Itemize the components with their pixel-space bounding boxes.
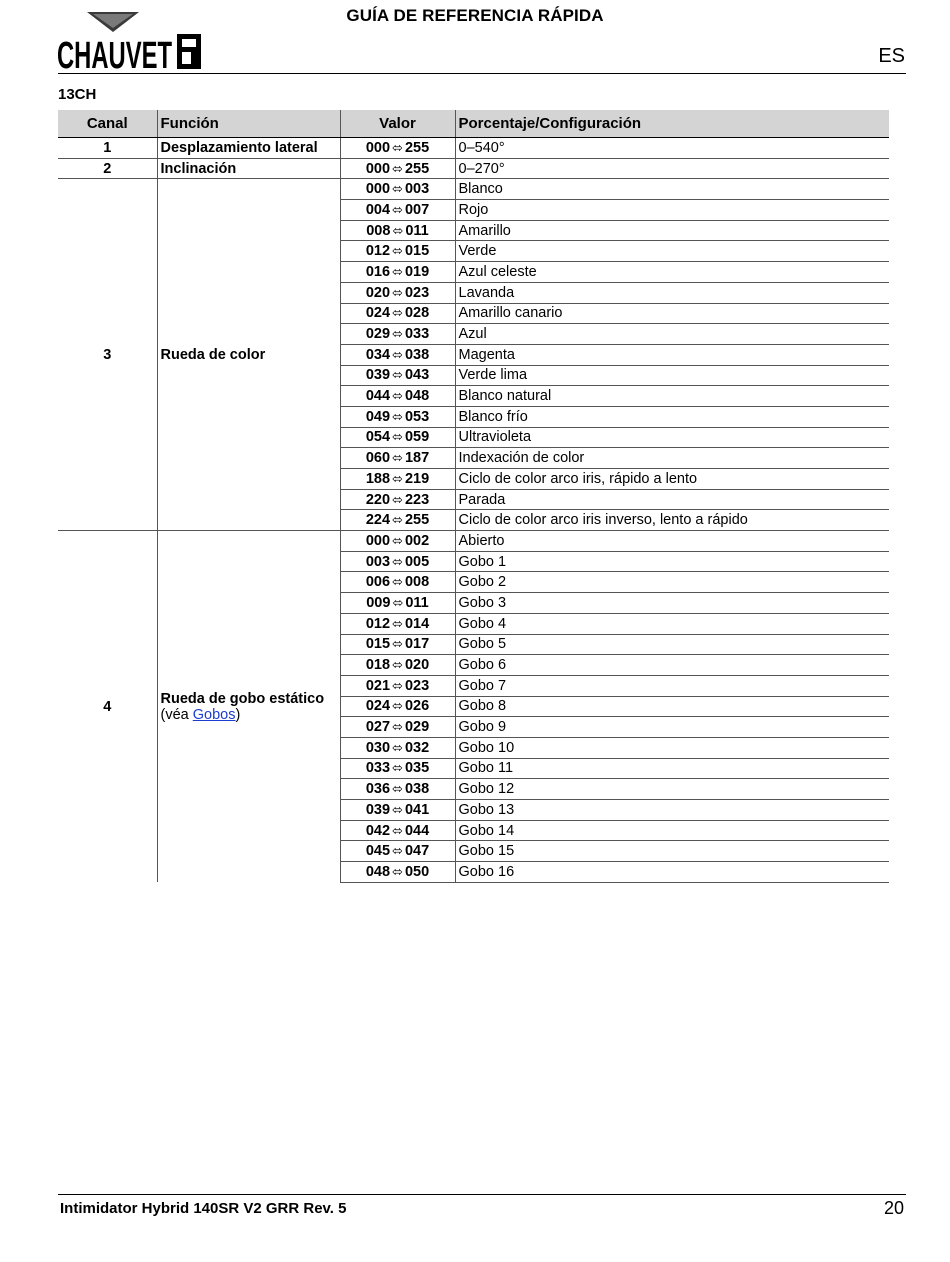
setting-description: Gobo 13: [455, 800, 889, 821]
dmx-value-range: [340, 138, 455, 159]
channel-number: 2: [58, 158, 157, 179]
range-from: 016: [365, 263, 391, 280]
range-to: 255: [404, 139, 430, 156]
setting-description: Ciclo de color arco iris inverso, lento a rápido: [455, 510, 889, 531]
range-to: 035: [404, 760, 430, 777]
range-from: 027: [365, 719, 391, 736]
channel-function: [157, 531, 340, 883]
footer-rule: [58, 1194, 906, 1195]
setting-description: Gobo 8: [455, 696, 889, 717]
channel-function: [157, 179, 340, 531]
setting-description: Abierto: [455, 531, 889, 552]
range-from: 039: [365, 801, 391, 818]
double-arrow-icon: ⬄: [392, 243, 403, 259]
setting-description: 0–540°: [455, 138, 889, 159]
table-header-row: [58, 110, 889, 138]
svg-text:CHAUVET: CHAUVET: [57, 35, 172, 77]
range-to: 043: [404, 367, 430, 384]
range-to: 011: [405, 594, 429, 611]
range-from: 018: [365, 657, 391, 674]
page-number: 20: [883, 1198, 904, 1218]
table-row: [58, 179, 889, 200]
double-arrow-icon: ⬄: [392, 636, 403, 652]
range-to: 223: [404, 491, 430, 508]
setting-description: Gobo 11: [455, 758, 889, 779]
dmx-value-range: [340, 717, 455, 738]
setting-description: Gobo 2: [455, 572, 889, 593]
double-arrow-icon: ⬄: [392, 512, 403, 528]
setting-description: Gobo 5: [455, 634, 889, 655]
dmx-value-range: [340, 200, 455, 221]
double-arrow-icon: ⬄: [392, 346, 403, 362]
dmx-value-range: [340, 324, 455, 345]
range-to: 048: [404, 388, 430, 405]
dmx-value-range: [340, 344, 455, 365]
range-from: 000: [365, 181, 391, 198]
range-to: 255: [404, 512, 430, 529]
range-from: 024: [365, 698, 391, 715]
range-to: 032: [404, 739, 430, 756]
range-to: 011: [405, 222, 429, 239]
range-to: 023: [404, 284, 430, 301]
range-to: 029: [404, 719, 430, 736]
range-from: 000: [365, 139, 391, 156]
setting-description: Rojo: [455, 200, 889, 221]
setting-description: Gobo 6: [455, 655, 889, 676]
range-from: 006: [365, 574, 391, 591]
page-title: GUÍA DE REFERENCIA RÁPIDA: [346, 6, 604, 25]
double-arrow-icon: ⬄: [392, 326, 403, 342]
dmx-value-range: [340, 758, 455, 779]
setting-description: Parada: [455, 489, 889, 510]
range-to: 041: [404, 801, 430, 818]
range-from: 048: [365, 863, 391, 880]
dmx-value-range: [340, 613, 455, 634]
range-from: 224: [365, 512, 391, 529]
range-from: 009: [366, 594, 391, 611]
setting-description: Gobo 15: [455, 841, 889, 862]
range-from: 020: [365, 284, 391, 301]
setting-description: Indexación de color: [455, 448, 889, 469]
range-to: 255: [404, 160, 430, 177]
range-to: 219: [404, 470, 430, 487]
range-from: 021: [365, 677, 391, 694]
setting-description: Gobo 9: [455, 717, 889, 738]
range-to: 019: [404, 263, 430, 280]
range-from: 030: [365, 739, 391, 756]
double-arrow-icon: ⬄: [392, 739, 403, 755]
range-from: 024: [365, 305, 391, 322]
range-to: 003: [404, 181, 430, 198]
setting-description: Blanco frío: [455, 406, 889, 427]
double-arrow-icon: ⬄: [392, 429, 403, 445]
dmx-value-range: [340, 510, 455, 531]
double-arrow-icon: ⬄: [392, 863, 403, 879]
range-from: 054: [365, 429, 391, 446]
setting-description: Azul: [455, 324, 889, 345]
double-arrow-icon: ⬄: [392, 181, 403, 197]
range-to: 044: [404, 822, 430, 839]
function-label: Rueda de color: [160, 346, 266, 363]
header-porcentaje: Porcentaje/Configuración: [455, 110, 889, 138]
setting-description: Gobo 14: [455, 820, 889, 841]
dmx-value-range: [340, 179, 455, 200]
double-arrow-icon: ⬄: [392, 160, 403, 176]
double-arrow-icon: ⬄: [392, 532, 403, 548]
dmx-value-range: [340, 800, 455, 821]
table-row: [58, 531, 889, 552]
header-canal: Canal: [58, 110, 157, 138]
dmx-value-range: [340, 779, 455, 800]
setting-description: Blanco: [455, 179, 889, 200]
setting-description: Gobo 3: [455, 593, 889, 614]
setting-description: Amarillo canario: [455, 303, 889, 324]
double-arrow-icon: ⬄: [392, 822, 403, 838]
double-arrow-icon: ⬄: [392, 470, 403, 486]
range-to: 038: [404, 781, 430, 798]
range-from: 000: [365, 532, 391, 549]
setting-description: Gobo 1: [455, 551, 889, 572]
double-arrow-icon: ⬄: [392, 843, 403, 859]
dmx-value-range: [340, 572, 455, 593]
function-label: Inclinación: [160, 160, 237, 177]
range-to: 015: [404, 243, 430, 260]
setting-description: Gobo 12: [455, 779, 889, 800]
double-arrow-icon: ⬄: [392, 139, 403, 155]
dmx-value-range: [340, 675, 455, 696]
double-arrow-icon: ⬄: [392, 615, 403, 631]
dmx-value-range: [340, 551, 455, 572]
table-row: [58, 138, 889, 159]
dmx-value-range: [340, 820, 455, 841]
range-to: 050: [404, 863, 430, 880]
dmx-value-range: [340, 365, 455, 386]
range-to: 002: [404, 532, 430, 549]
setting-description: Azul celeste: [455, 262, 889, 283]
range-to: 007: [404, 201, 430, 218]
setting-description: Gobo 4: [455, 613, 889, 634]
dmx-value-range: [340, 282, 455, 303]
double-arrow-icon: ⬄: [392, 263, 403, 279]
range-to: 014: [404, 615, 430, 632]
dmx-value-range: [340, 634, 455, 655]
range-to: 017: [404, 636, 430, 653]
double-arrow-icon: ⬄: [392, 574, 403, 590]
range-from: 004: [365, 201, 391, 218]
dmx-value-range: [340, 841, 455, 862]
dmx-value-range: [340, 220, 455, 241]
dmx-value-range: [340, 862, 455, 883]
table-row: [58, 158, 889, 179]
header-valor: Valor: [340, 110, 455, 138]
range-from: 060: [365, 450, 391, 467]
double-arrow-icon: ⬄: [392, 801, 403, 817]
dmx-value-range: [340, 427, 455, 448]
range-from: 188: [365, 470, 391, 487]
double-arrow-icon: ⬄: [392, 698, 403, 714]
range-from: 036: [365, 781, 391, 798]
double-arrow-icon: ⬄: [392, 388, 403, 404]
function-label: Rueda de gobo estático: [160, 690, 325, 707]
double-arrow-icon: ⬄: [392, 408, 403, 424]
range-to: 038: [404, 346, 430, 363]
range-to: 059: [404, 429, 430, 446]
range-from: 033: [365, 760, 391, 777]
range-to: 187: [404, 450, 430, 467]
dmx-value-range: [340, 262, 455, 283]
range-to: 028: [404, 305, 430, 322]
double-arrow-icon: ⬄: [392, 222, 404, 238]
range-to: 047: [404, 843, 430, 860]
dmx-value-range: [340, 655, 455, 676]
channel-number: 3: [58, 179, 157, 531]
language-code: ES: [878, 45, 905, 67]
range-to: 005: [404, 553, 430, 570]
header-rule: [58, 73, 906, 74]
channel-function: [157, 138, 340, 159]
dmx-channel-table: [58, 110, 889, 883]
dmx-value-range: [340, 489, 455, 510]
dmx-value-range: [340, 386, 455, 407]
double-arrow-icon: ⬄: [392, 677, 403, 693]
double-arrow-icon: ⬄: [392, 491, 403, 507]
double-arrow-icon: ⬄: [392, 594, 404, 610]
range-to: 033: [404, 326, 430, 343]
range-from: 044: [365, 388, 391, 405]
double-arrow-icon: ⬄: [392, 781, 403, 797]
setting-description: Gobo 16: [455, 862, 889, 883]
range-from: 045: [365, 843, 391, 860]
range-from: 039: [365, 367, 391, 384]
dmx-value-range: [340, 469, 455, 490]
range-to: 053: [404, 408, 430, 425]
dmx-value-range: [340, 531, 455, 552]
function-note-suffix: ): [235, 706, 241, 723]
double-arrow-icon: ⬄: [392, 760, 403, 776]
dmx-value-range: [340, 696, 455, 717]
range-from: 003: [365, 553, 391, 570]
footer-doc-title: Intimidator Hybrid 140SR V2 GRR Rev. 5: [60, 1200, 347, 1217]
setting-description: Ultravioleta: [455, 427, 889, 448]
setting-description: Gobo 10: [455, 737, 889, 758]
dmx-value-range: [340, 303, 455, 324]
range-from: 008: [366, 222, 391, 239]
setting-description: Magenta: [455, 344, 889, 365]
double-arrow-icon: ⬄: [392, 657, 403, 673]
gobos-link[interactable]: Gobos: [192, 706, 236, 723]
double-arrow-icon: ⬄: [392, 201, 403, 217]
setting-description: Lavanda: [455, 282, 889, 303]
double-arrow-icon: ⬄: [392, 305, 403, 321]
section-label: 13CH: [58, 86, 97, 103]
double-arrow-icon: ⬄: [392, 450, 403, 466]
setting-description: Gobo 7: [455, 675, 889, 696]
function-label: Desplazamiento lateral: [160, 139, 318, 156]
channel-number: 4: [103, 698, 112, 715]
range-to: 020: [404, 657, 430, 674]
setting-description: Verde: [455, 241, 889, 262]
dmx-value-range: [340, 593, 455, 614]
setting-description: Blanco natural: [455, 386, 889, 407]
header-funcion: Función: [157, 110, 340, 138]
range-from: 049: [365, 408, 391, 425]
range-from: 029: [365, 326, 391, 343]
range-from: 220: [365, 491, 391, 508]
range-from: 012: [365, 615, 391, 632]
range-to: 026: [404, 698, 430, 715]
function-note-prefix: (véa: [160, 706, 193, 723]
double-arrow-icon: ⬄: [392, 553, 403, 569]
dmx-value-range: [340, 158, 455, 179]
range-from: 042: [365, 822, 391, 839]
range-from: 012: [365, 243, 391, 260]
range-to: 023: [404, 677, 430, 694]
setting-description: Amarillo: [455, 220, 889, 241]
range-from: 015: [365, 636, 391, 653]
dmx-value-range: [340, 406, 455, 427]
setting-description: Ciclo de color arco iris, rápido a lento: [455, 469, 889, 490]
setting-description: 0–270°: [455, 158, 889, 179]
setting-description: Verde lima: [455, 365, 889, 386]
chauvet-dj-logo: [57, 10, 202, 77]
double-arrow-icon: ⬄: [392, 284, 403, 300]
range-from: 034: [365, 346, 391, 363]
double-arrow-icon: ⬄: [392, 719, 403, 735]
dmx-value-range: [340, 241, 455, 262]
range-from: 000: [365, 160, 391, 177]
range-to: 008: [404, 574, 430, 591]
channel-function: [157, 158, 340, 179]
double-arrow-icon: ⬄: [392, 367, 403, 383]
dmx-value-range: [340, 448, 455, 469]
channel-number: 1: [58, 138, 157, 159]
dmx-value-range: [340, 737, 455, 758]
